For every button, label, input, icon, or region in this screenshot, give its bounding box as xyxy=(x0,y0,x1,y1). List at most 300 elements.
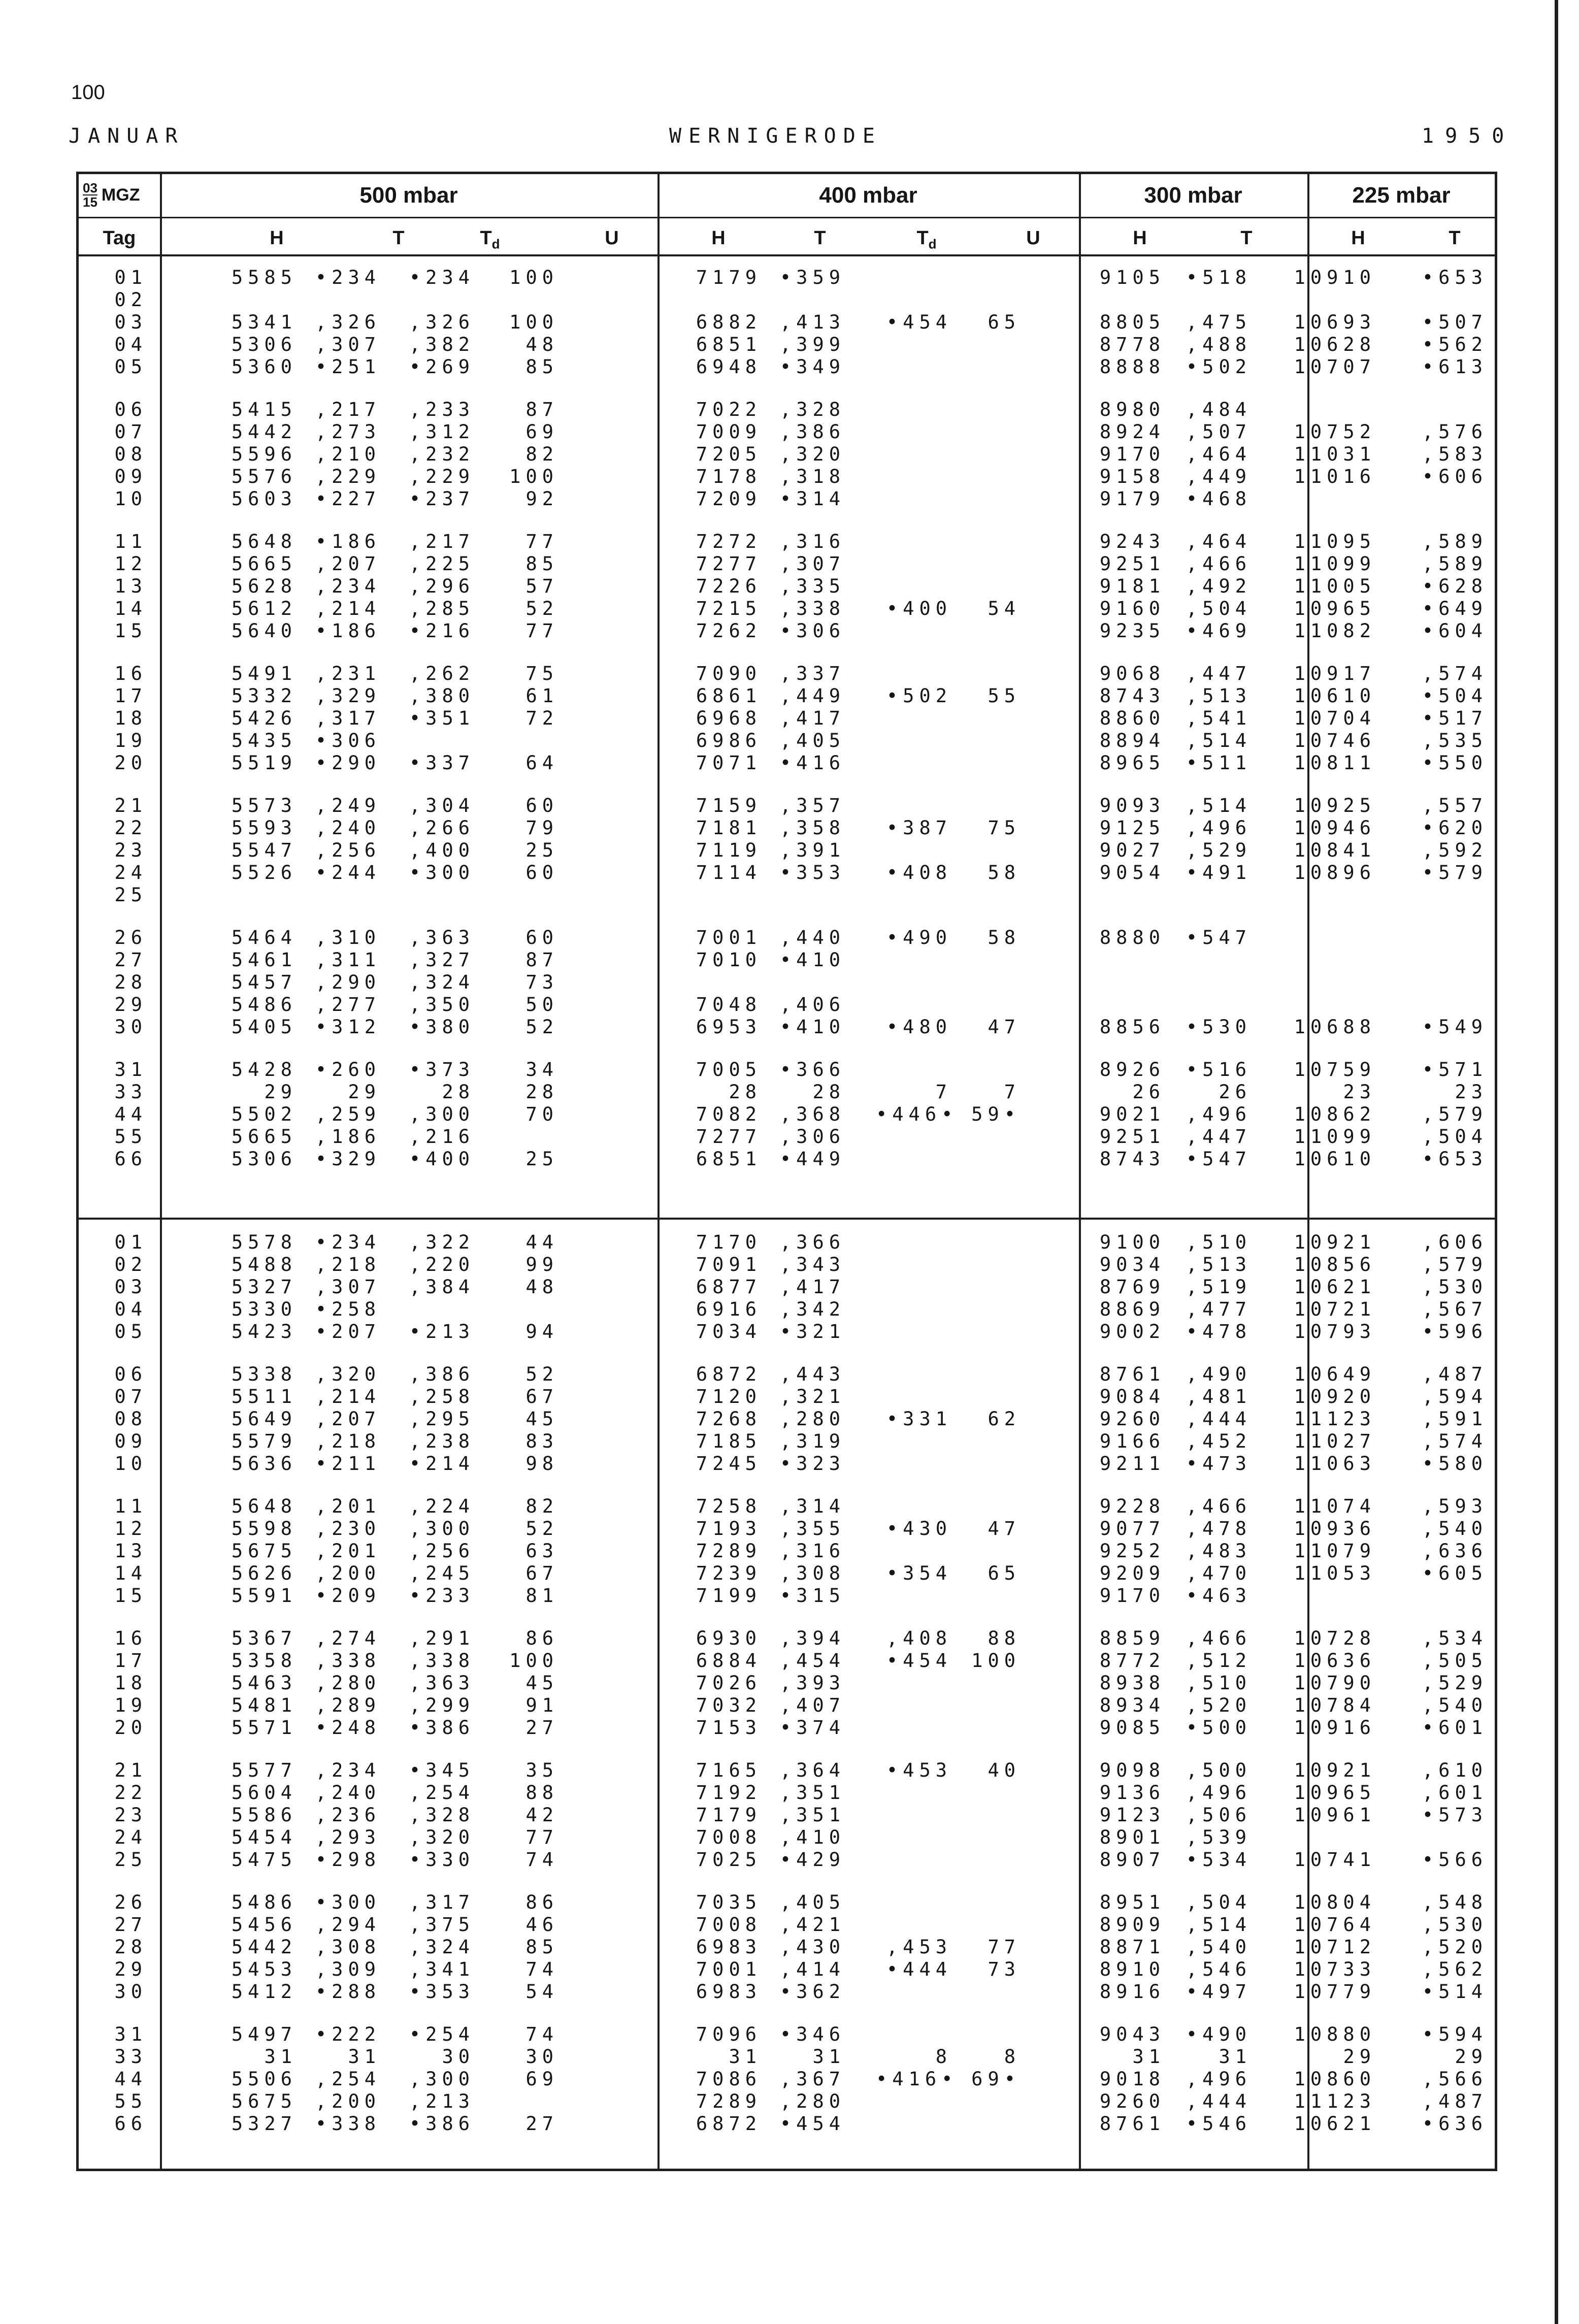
cell-u500: 74 xyxy=(525,2023,558,2045)
cell-h300: 8938 xyxy=(1099,1672,1165,1694)
cell-td500: •373 xyxy=(409,1059,475,1081)
cell-h500: 5332 xyxy=(231,685,297,707)
cell-h225: 10752 xyxy=(1294,421,1376,443)
cell-h500: 5649 xyxy=(231,1408,297,1430)
cell-h500: 5636 xyxy=(231,1453,297,1475)
cell-h400: 7277 xyxy=(696,553,762,575)
cell-h500: 5358 xyxy=(231,1650,297,1672)
cell-h300: 9251 xyxy=(1099,553,1165,575)
cell-u400: 65 xyxy=(988,1562,1021,1584)
cell-u500: 54 xyxy=(525,1981,558,2003)
cell-u500: 91 xyxy=(525,1694,558,1716)
cell-h500: 5426 xyxy=(231,707,297,729)
cell-day: 04 xyxy=(114,334,147,355)
cell-day: 02 xyxy=(114,289,147,311)
cell-t400: 28 xyxy=(812,1081,845,1103)
cell-h225: 10793 xyxy=(1294,1321,1376,1343)
rule-after-day xyxy=(160,174,162,2169)
cell-td500: ,380 xyxy=(409,685,475,707)
cell-t500: ,274 xyxy=(315,1627,381,1649)
cell-td500: ,300 xyxy=(409,1518,475,1540)
cell-h400: 7165 xyxy=(696,1759,762,1781)
cell-t225: •571 xyxy=(1422,1059,1488,1081)
cell-t225: •504 xyxy=(1422,685,1488,707)
cell-t300: •546 xyxy=(1186,2113,1252,2135)
cell-u500: 99 xyxy=(525,1254,558,1275)
cell-t400: ,280 xyxy=(779,2090,845,2112)
col-head-400-u: U xyxy=(1026,227,1040,249)
cell-t300: ,452 xyxy=(1186,1430,1252,1452)
cell-t400: ,351 xyxy=(779,1782,845,1804)
cell-td400: •444 xyxy=(886,1958,952,1980)
cell-td400: 8 xyxy=(935,2046,952,2068)
cell-t500: ,217 xyxy=(315,399,381,420)
cell-h500: 5648 xyxy=(231,1495,297,1517)
cell-td500: •300 xyxy=(409,862,475,883)
cell-h500: 5491 xyxy=(231,663,297,684)
cell-t400: ,338 xyxy=(779,598,845,619)
cell-td500: ,375 xyxy=(409,1914,475,1936)
cell-u500: 57 xyxy=(525,575,558,597)
cell-t300: 31 xyxy=(1219,2046,1252,2068)
cell-td400: 7 xyxy=(935,1081,952,1103)
cell-u500: 30 xyxy=(525,2046,558,2068)
cell-t400: 31 xyxy=(812,2046,845,2068)
year-heading: 1950 xyxy=(1422,124,1516,148)
cell-t300: ,519 xyxy=(1186,1276,1252,1298)
cell-t500: ,320 xyxy=(315,1363,381,1385)
cell-h225: 10841 xyxy=(1294,839,1376,861)
cell-h300: 9211 xyxy=(1099,1453,1165,1475)
cell-t225: •653 xyxy=(1422,267,1488,288)
cell-t500: •258 xyxy=(315,1298,381,1320)
cell-h225: 11099 xyxy=(1294,1126,1376,1148)
cell-t300: ,447 xyxy=(1186,1126,1252,1148)
cell-t400: ,407 xyxy=(779,1694,845,1716)
cell-h500: 5341 xyxy=(231,311,297,333)
cell-td500: •233 xyxy=(409,1585,475,1607)
cell-td500: •330 xyxy=(409,1849,475,1871)
cell-t500: ,338 xyxy=(315,1650,381,1672)
cell-h300: 9077 xyxy=(1099,1518,1165,1540)
cell-td400: •408 xyxy=(886,862,952,883)
cell-h300: 8772 xyxy=(1099,1650,1165,1672)
cell-td400: •400 xyxy=(886,598,952,619)
cell-td500: ,328 xyxy=(409,1804,475,1826)
cell-td400: •490 xyxy=(886,927,952,948)
cell-u400: 47 xyxy=(988,1016,1021,1038)
cell-h400: 7199 xyxy=(696,1585,762,1607)
cell-t225: •653 xyxy=(1422,1148,1488,1170)
cell-u400: 58 xyxy=(988,862,1021,883)
cell-td500: •216 xyxy=(409,620,475,642)
cell-u500: 94 xyxy=(525,1321,558,1343)
cell-t300: ,500 xyxy=(1186,1759,1252,1781)
cell-day: 31 xyxy=(114,1059,147,1081)
cell-t400: •349 xyxy=(779,356,845,378)
cell-h300: 9170 xyxy=(1099,1585,1165,1607)
cell-t400: ,421 xyxy=(779,1914,845,1936)
cell-t400: ,366 xyxy=(779,1231,845,1253)
cell-h400: 6986 xyxy=(696,730,762,751)
cell-u500: 77 xyxy=(525,531,558,552)
cell-h500: 5626 xyxy=(231,1562,297,1584)
cell-h400: 7185 xyxy=(696,1430,762,1452)
cell-td500: •234 xyxy=(409,267,475,288)
cell-h300: 9160 xyxy=(1099,598,1165,619)
cell-td500: 28 xyxy=(442,1081,475,1103)
cell-t300: ,513 xyxy=(1186,1254,1252,1275)
cell-h225: 11095 xyxy=(1294,531,1376,552)
cell-t500: •306 xyxy=(315,730,381,751)
cell-h225: 10636 xyxy=(1294,1650,1376,1672)
cell-h500: 5526 xyxy=(231,862,297,883)
cell-h400: 7119 xyxy=(696,839,762,861)
cell-u500: 87 xyxy=(525,949,558,971)
cell-t400: •429 xyxy=(779,1849,845,1871)
cell-h225: 10741 xyxy=(1294,1849,1376,1871)
cell-h400: 6872 xyxy=(696,1363,762,1385)
cell-h400: 7159 xyxy=(696,795,762,816)
cell-h300: 8880 xyxy=(1099,927,1165,948)
cell-h225: 10621 xyxy=(1294,2113,1376,2135)
cell-day: 33 xyxy=(114,2046,147,2068)
cell-t225: •507 xyxy=(1422,311,1488,333)
cell-t400: ,386 xyxy=(779,421,845,443)
cell-td500: ,224 xyxy=(409,1495,475,1517)
cell-day: 10 xyxy=(114,488,147,510)
cell-u500: 27 xyxy=(525,1717,558,1739)
cell-t300: ,484 xyxy=(1186,399,1252,420)
cell-t225: ,562 xyxy=(1422,1958,1488,1980)
cell-t500: 31 xyxy=(348,2046,381,2068)
cell-day: 27 xyxy=(114,949,147,971)
cell-h225: 10921 xyxy=(1294,1759,1376,1781)
cell-u500: 48 xyxy=(525,1276,558,1298)
cell-u500: 77 xyxy=(525,1826,558,1848)
cell-t300: •518 xyxy=(1186,267,1252,288)
cell-h300: 9085 xyxy=(1099,1717,1165,1739)
cell-u400: 75 xyxy=(988,817,1021,839)
cell-t500: ,240 xyxy=(315,1782,381,1804)
cell-day: 08 xyxy=(114,443,147,465)
cell-t500: ,277 xyxy=(315,994,381,1016)
cell-td500: ,291 xyxy=(409,1627,475,1649)
cell-day: 11 xyxy=(114,531,147,552)
cell-t300: •500 xyxy=(1186,1717,1252,1739)
cell-td500: ,386 xyxy=(409,1363,475,1385)
cell-td400: •454 xyxy=(886,1650,952,1672)
cell-day: 30 xyxy=(114,1981,147,2003)
cell-h400: 7179 xyxy=(696,1804,762,1826)
cell-t500: ,289 xyxy=(315,1694,381,1716)
cell-t500: ,307 xyxy=(315,334,381,355)
cell-h500: 31 xyxy=(264,2046,297,2068)
cell-t300: 26 xyxy=(1219,1081,1252,1103)
cell-td500: •254 xyxy=(409,2023,475,2045)
cell-td400: •387 xyxy=(886,817,952,839)
cell-u500: 86 xyxy=(525,1891,558,1913)
cell-u500: 82 xyxy=(525,443,558,465)
page-edge-rule xyxy=(1555,0,1558,2324)
cell-h400: 7289 xyxy=(696,2090,762,2112)
cell-t400: •323 xyxy=(779,1453,845,1475)
cell-t225: ,557 xyxy=(1422,795,1488,816)
cell-u500: 46 xyxy=(525,1914,558,1936)
cell-h300: 9043 xyxy=(1099,2023,1165,2045)
cell-t225: •628 xyxy=(1422,575,1488,597)
col-head-225-t: T xyxy=(1449,227,1461,249)
cell-t225: •606 xyxy=(1422,466,1488,487)
cell-td500: ,382 xyxy=(409,334,475,355)
cell-h225: 10693 xyxy=(1294,311,1376,333)
cell-h225: 10707 xyxy=(1294,356,1376,378)
cell-u500: 60 xyxy=(525,862,558,883)
cell-h300: 9181 xyxy=(1099,575,1165,597)
cell-u400: 100 xyxy=(971,1650,1021,1672)
cell-h300: 9021 xyxy=(1099,1103,1165,1125)
cell-u500: 52 xyxy=(525,1016,558,1038)
cell-h225: 10896 xyxy=(1294,862,1376,883)
cell-t400: •353 xyxy=(779,862,845,883)
cell-t400: ,454 xyxy=(779,1650,845,1672)
cell-t400: ,308 xyxy=(779,1562,845,1584)
cell-u500: 82 xyxy=(525,1495,558,1517)
cell-t225: ,487 xyxy=(1422,1363,1488,1385)
cell-u500: 87 xyxy=(525,399,558,420)
cell-h400: 6884 xyxy=(696,1650,762,1672)
cell-t400: •374 xyxy=(779,1717,845,1739)
cell-t225: •649 xyxy=(1422,598,1488,619)
cell-td500: ,216 xyxy=(409,1126,475,1148)
cell-h225: 10649 xyxy=(1294,1363,1376,1385)
cell-h225: 10946 xyxy=(1294,817,1376,839)
cell-h500: 5442 xyxy=(231,421,297,443)
cell-t500: ,309 xyxy=(315,1958,381,1980)
rule-block-separator xyxy=(79,1218,1495,1220)
cell-t500: •211 xyxy=(315,1453,381,1475)
cell-h225: 11027 xyxy=(1294,1430,1376,1452)
cell-day: 15 xyxy=(114,620,147,642)
cell-t300: •547 xyxy=(1186,927,1252,948)
cell-day: 20 xyxy=(114,1717,147,1739)
cell-h225: 10920 xyxy=(1294,1386,1376,1408)
cell-day: 55 xyxy=(114,1126,147,1148)
cell-h225: 10860 xyxy=(1294,2068,1376,2090)
cell-h225: 10965 xyxy=(1294,598,1376,619)
cell-t225: •514 xyxy=(1422,1981,1488,2003)
cell-h300: 8951 xyxy=(1099,1891,1165,1913)
cell-t300: ,520 xyxy=(1186,1694,1252,1716)
cell-t500: ,229 xyxy=(315,466,381,487)
cell-h400: 6861 xyxy=(696,685,762,707)
cell-t500: ,236 xyxy=(315,1804,381,1826)
cell-h300: 9100 xyxy=(1099,1231,1165,1253)
cell-t500: •300 xyxy=(315,1891,381,1913)
cell-t225: ,487 xyxy=(1422,2090,1488,2112)
cell-t500: 29 xyxy=(348,1081,381,1103)
cell-td500: ,256 xyxy=(409,1540,475,1562)
cell-h400: 6930 xyxy=(696,1627,762,1649)
cell-h500: 5463 xyxy=(231,1672,297,1694)
cell-t225: ,535 xyxy=(1422,730,1488,751)
cell-day: 29 xyxy=(114,994,147,1016)
cell-day: 44 xyxy=(114,1103,147,1125)
time-header xyxy=(83,181,140,209)
cell-t300: ,507 xyxy=(1186,421,1252,443)
cell-h500: 5585 xyxy=(231,267,297,288)
cell-day: 09 xyxy=(114,1430,147,1452)
cell-u500: 79 xyxy=(525,817,558,839)
cell-h300: 9260 xyxy=(1099,1408,1165,1430)
cell-u500: 42 xyxy=(525,1804,558,1826)
cell-h225: 11074 xyxy=(1294,1495,1376,1517)
cell-t225: ,520 xyxy=(1422,1936,1488,1958)
cell-t400: •315 xyxy=(779,1585,845,1607)
cell-t300: ,464 xyxy=(1186,531,1252,552)
cell-h225: 11031 xyxy=(1294,443,1376,465)
cell-h400: 7178 xyxy=(696,466,762,487)
cell-td500: ,363 xyxy=(409,1672,475,1694)
cell-t300: •530 xyxy=(1186,1016,1252,1038)
cell-day: 13 xyxy=(114,1540,147,1562)
cell-t500: ,256 xyxy=(315,839,381,861)
cell-t400: ,368 xyxy=(779,1103,845,1125)
cell-td500: 30 xyxy=(442,2046,475,2068)
cell-u400: 88 xyxy=(988,1627,1021,1649)
rule-level-titles xyxy=(160,217,1495,218)
cell-t400: ,342 xyxy=(779,1298,845,1320)
cell-t500: •338 xyxy=(315,2113,381,2135)
cell-t225: ,589 xyxy=(1422,531,1488,552)
cell-h225: 11063 xyxy=(1294,1453,1376,1475)
cell-t300: ,492 xyxy=(1186,575,1252,597)
cell-u400: 47 xyxy=(988,1518,1021,1540)
cell-h400: 7258 xyxy=(696,1495,762,1517)
cell-t400: ,449 xyxy=(779,685,845,707)
cell-h500: 5578 xyxy=(231,1231,297,1253)
cell-u500: 74 xyxy=(525,1958,558,1980)
cell-td500: ,317 xyxy=(409,1891,475,1913)
cell-td500: ,295 xyxy=(409,1408,475,1430)
cell-h225: 10784 xyxy=(1294,1694,1376,1716)
cell-day: 44 xyxy=(114,2068,147,2090)
cell-h300: 9093 xyxy=(1099,795,1165,816)
cell-u500: 100 xyxy=(509,267,558,288)
cell-u500: 61 xyxy=(525,685,558,707)
cell-h500: 5576 xyxy=(231,466,297,487)
cell-h225: 11079 xyxy=(1294,1540,1376,1562)
cell-t300: •534 xyxy=(1186,1849,1252,1871)
cell-td500: ,245 xyxy=(409,1562,475,1584)
col-head-225-h: H xyxy=(1351,227,1365,249)
cell-h400: 7120 xyxy=(696,1386,762,1408)
cell-h500: 5486 xyxy=(231,1891,297,1913)
cell-u500: 81 xyxy=(525,1585,558,1607)
cell-t225: ,601 xyxy=(1422,1782,1488,1804)
cell-t400: ,358 xyxy=(779,817,845,839)
cell-td500: ,324 xyxy=(409,1936,475,1958)
cell-h500: 5475 xyxy=(231,1849,297,1871)
cell-u500: 85 xyxy=(525,553,558,575)
cell-h500: 5486 xyxy=(231,994,297,1016)
cell-h300: 8860 xyxy=(1099,707,1165,729)
cell-t500: •298 xyxy=(315,1849,381,1871)
cell-t300: ,529 xyxy=(1186,839,1252,861)
cell-h400: 6948 xyxy=(696,356,762,378)
cell-h400: 6968 xyxy=(696,707,762,729)
cell-h400: 7181 xyxy=(696,817,762,839)
cell-h500: 5327 xyxy=(231,2113,297,2135)
cell-h500: 5506 xyxy=(231,2068,297,2090)
cell-h500: 5586 xyxy=(231,1804,297,1826)
cell-day: 06 xyxy=(114,399,147,420)
cell-h225: 10925 xyxy=(1294,795,1376,816)
cell-t500: •227 xyxy=(315,488,381,510)
cell-h300: 9002 xyxy=(1099,1321,1165,1343)
cell-h400: 7090 xyxy=(696,663,762,684)
col-head-500-u: U xyxy=(605,227,619,249)
cell-t300: •547 xyxy=(1186,1148,1252,1170)
time-top: 03 xyxy=(83,180,97,195)
cell-day: 16 xyxy=(114,663,147,684)
cell-t300: •497 xyxy=(1186,1981,1252,2003)
cell-t300: ,539 xyxy=(1186,1826,1252,1848)
cell-u500: 74 xyxy=(525,1849,558,1871)
cell-t500: •222 xyxy=(315,2023,381,2045)
cell-h225: 10862 xyxy=(1294,1103,1376,1125)
cell-t225: •601 xyxy=(1422,1717,1488,1739)
cell-t300: ,514 xyxy=(1186,730,1252,751)
cell-t400: ,394 xyxy=(779,1627,845,1649)
cell-td500: •351 xyxy=(409,707,475,729)
cell-u500: 83 xyxy=(525,1430,558,1452)
cell-h225: 10728 xyxy=(1294,1627,1376,1649)
cell-t225: •566 xyxy=(1422,1849,1488,1871)
cell-h225: 10779 xyxy=(1294,1981,1376,2003)
cell-h400: 7272 xyxy=(696,531,762,552)
cell-td500: ,324 xyxy=(409,971,475,993)
cell-h225: 10688 xyxy=(1294,1016,1376,1038)
cell-t500: ,329 xyxy=(315,685,381,707)
cell-t300: ,510 xyxy=(1186,1672,1252,1694)
cell-h400: 7289 xyxy=(696,1540,762,1562)
time-label: MGZ xyxy=(101,185,140,205)
upper-air-table xyxy=(76,172,1497,2171)
cell-h500: 5612 xyxy=(231,598,297,619)
cell-day: 25 xyxy=(114,1849,147,1871)
cell-h300: 8965 xyxy=(1099,752,1165,774)
cell-day: 20 xyxy=(114,752,147,774)
cell-h225: 10764 xyxy=(1294,1914,1376,1936)
cell-h225: 11099 xyxy=(1294,553,1376,575)
cell-h400: 7010 xyxy=(696,949,762,971)
cell-t300: •490 xyxy=(1186,2023,1252,2045)
cell-day: 25 xyxy=(114,884,147,906)
cell-t300: ,514 xyxy=(1186,795,1252,816)
cell-u500: 64 xyxy=(525,752,558,774)
cell-td500: ,299 xyxy=(409,1694,475,1716)
cell-u500: 45 xyxy=(525,1672,558,1694)
cell-h300: 9228 xyxy=(1099,1495,1165,1517)
cell-day: 26 xyxy=(114,1891,147,1913)
cell-h400: 7114 xyxy=(696,862,762,883)
cell-day: 19 xyxy=(114,730,147,751)
cell-u400: 77 xyxy=(988,1936,1021,1958)
cell-t400: ,405 xyxy=(779,730,845,751)
cell-t500: ,273 xyxy=(315,421,381,443)
cell-u500: 52 xyxy=(525,598,558,619)
